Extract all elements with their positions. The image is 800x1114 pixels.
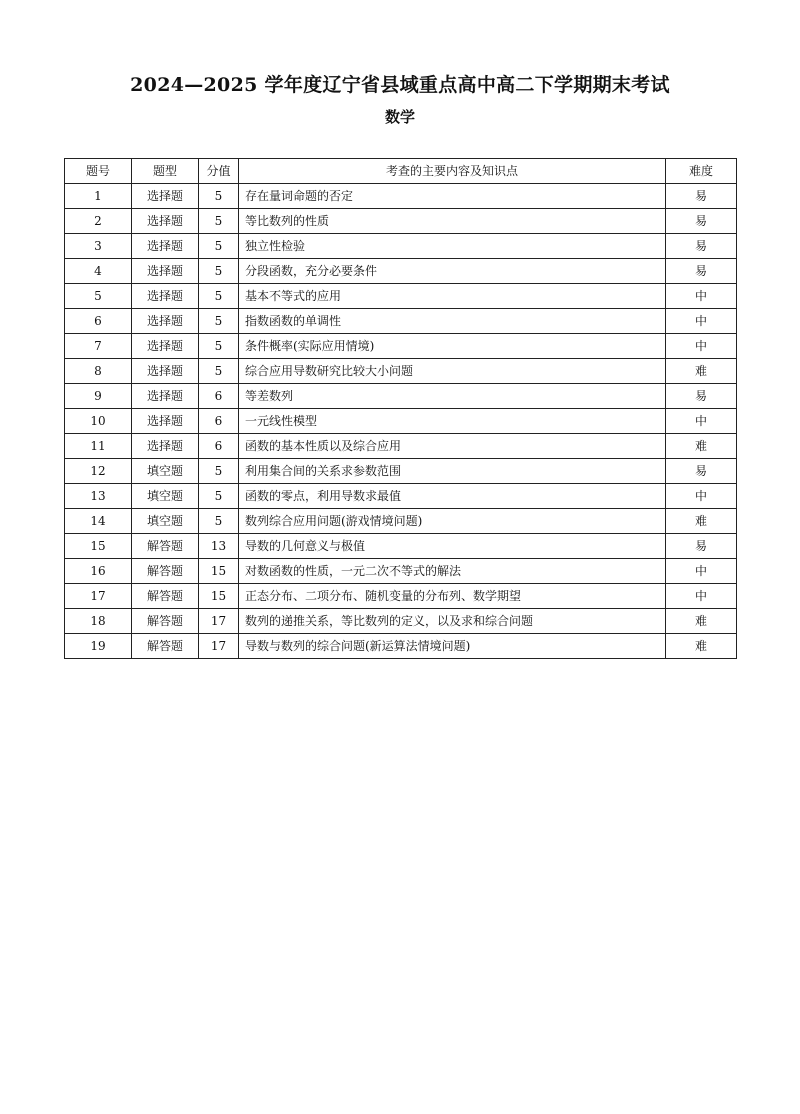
table-row (65, 534, 737, 559)
cell-type: 解答题 (132, 634, 199, 659)
cell-difficulty: 易 (666, 184, 737, 209)
cell-number: 5 (65, 284, 132, 309)
cell-type: 选择题 (132, 209, 199, 234)
table-row (65, 409, 737, 434)
cell-difficulty: 中 (666, 559, 737, 584)
cell-number: 17 (65, 584, 132, 609)
cell-type: 选择题 (132, 284, 199, 309)
cell-score: 5 (199, 509, 239, 534)
cell-score: 15 (199, 559, 239, 584)
cell-type: 填空题 (132, 484, 199, 509)
cell-content: 函数的零点，利用导数求最值 (239, 484, 666, 509)
cell-content: 综合应用导数研究比较大小问题 (239, 359, 666, 384)
header-content: 考查的主要内容及知识点 (239, 159, 666, 184)
cell-difficulty: 难 (666, 434, 737, 459)
cell-content: 基本不等式的应用 (239, 284, 666, 309)
cell-number: 18 (65, 609, 132, 634)
cell-content: 一元线性模型 (239, 409, 666, 434)
cell-difficulty: 中 (666, 484, 737, 509)
cell-number: 12 (65, 459, 132, 484)
cell-content: 对数函数的性质，一元二次不等式的解法 (239, 559, 666, 584)
cell-number: 6 (65, 309, 132, 334)
cell-score: 17 (199, 634, 239, 659)
cell-content: 利用集合间的关系求参数范围 (239, 459, 666, 484)
cell-difficulty: 易 (666, 534, 737, 559)
cell-difficulty: 中 (666, 409, 737, 434)
cell-score: 5 (199, 334, 239, 359)
cell-difficulty: 难 (666, 509, 737, 534)
cell-content: 函数的基本性质以及综合应用 (239, 434, 666, 459)
cell-number: 10 (65, 409, 132, 434)
header-score: 分值 (199, 159, 239, 184)
table-row (65, 184, 737, 209)
cell-content: 分段函数，充分必要条件 (239, 259, 666, 284)
cell-number: 15 (65, 534, 132, 559)
table-row (65, 284, 737, 309)
cell-type: 解答题 (132, 534, 199, 559)
cell-score: 13 (199, 534, 239, 559)
cell-number: 2 (65, 209, 132, 234)
cell-score: 17 (199, 609, 239, 634)
table-row (65, 584, 737, 609)
table-row (65, 609, 737, 634)
cell-difficulty: 难 (666, 609, 737, 634)
cell-number: 19 (65, 634, 132, 659)
cell-score: 5 (199, 359, 239, 384)
cell-difficulty: 难 (666, 634, 737, 659)
table-row (65, 209, 737, 234)
table-row (65, 634, 737, 659)
cell-content: 指数函数的单调性 (239, 309, 666, 334)
table-row (65, 559, 737, 584)
cell-content: 存在量词命题的否定 (239, 184, 666, 209)
cell-number: 1 (65, 184, 132, 209)
cell-difficulty: 难 (666, 359, 737, 384)
cell-score: 15 (199, 584, 239, 609)
cell-number: 16 (65, 559, 132, 584)
cell-score: 5 (199, 484, 239, 509)
cell-type: 解答题 (132, 584, 199, 609)
table-body (65, 184, 737, 659)
cell-difficulty: 中 (666, 284, 737, 309)
cell-content: 独立性检验 (239, 234, 666, 259)
table-header-row (65, 159, 737, 184)
cell-difficulty: 中 (666, 584, 737, 609)
cell-type: 选择题 (132, 234, 199, 259)
cell-score: 5 (199, 234, 239, 259)
cell-score: 5 (199, 459, 239, 484)
cell-content: 导数的几何意义与极值 (239, 534, 666, 559)
cell-difficulty: 中 (666, 309, 737, 334)
cell-content: 等比数列的性质 (239, 209, 666, 234)
cell-type: 选择题 (132, 334, 199, 359)
cell-number: 14 (65, 509, 132, 534)
cell-number: 9 (65, 384, 132, 409)
cell-difficulty: 易 (666, 259, 737, 284)
table-row (65, 234, 737, 259)
table-row (65, 509, 737, 534)
cell-number: 3 (65, 234, 132, 259)
cell-number: 7 (65, 334, 132, 359)
cell-type: 选择题 (132, 434, 199, 459)
document-title: 2024—2025 学年度辽宁省县域重点高中高二下学期期末考试 (130, 74, 670, 96)
cell-content: 数列综合应用问题(游戏情境问题) (239, 509, 666, 534)
cell-score: 6 (199, 384, 239, 409)
cell-type: 选择题 (132, 384, 199, 409)
cell-content: 数列的递推关系，等比数列的定义，以及求和综合问题 (239, 609, 666, 634)
document-subject: 数学 (384, 108, 415, 126)
cell-score: 5 (199, 184, 239, 209)
cell-difficulty: 易 (666, 384, 737, 409)
cell-type: 填空题 (132, 459, 199, 484)
table-row (65, 359, 737, 384)
cell-score: 6 (199, 409, 239, 434)
header-type: 题型 (132, 159, 199, 184)
cell-number: 13 (65, 484, 132, 509)
cell-content: 正态分布、二项分布、随机变量的分布列、数学期望 (239, 584, 666, 609)
cell-number: 8 (65, 359, 132, 384)
exam-analysis-table (64, 158, 737, 659)
cell-score: 6 (199, 434, 239, 459)
table-row (65, 434, 737, 459)
cell-content: 导数与数列的综合问题(新运算法情境问题) (239, 634, 666, 659)
table-row (65, 309, 737, 334)
cell-difficulty: 易 (666, 209, 737, 234)
cell-difficulty: 易 (666, 234, 737, 259)
table-row (65, 459, 737, 484)
cell-difficulty: 易 (666, 459, 737, 484)
cell-type: 解答题 (132, 609, 199, 634)
cell-content: 条件概率(实际应用情境) (239, 334, 666, 359)
cell-content: 等差数列 (239, 384, 666, 409)
cell-type: 选择题 (132, 409, 199, 434)
cell-type: 选择题 (132, 309, 199, 334)
cell-number: 11 (65, 434, 132, 459)
table-row (65, 484, 737, 509)
cell-type: 选择题 (132, 184, 199, 209)
table-row (65, 384, 737, 409)
cell-score: 5 (199, 309, 239, 334)
cell-type: 解答题 (132, 559, 199, 584)
cell-score: 5 (199, 259, 239, 284)
header-number: 题号 (65, 159, 132, 184)
cell-type: 选择题 (132, 359, 199, 384)
cell-score: 5 (199, 284, 239, 309)
table-row (65, 259, 737, 284)
table-row (65, 334, 737, 359)
cell-type: 选择题 (132, 259, 199, 284)
header-difficulty: 难度 (666, 159, 737, 184)
cell-type: 填空题 (132, 509, 199, 534)
cell-number: 4 (65, 259, 132, 284)
cell-difficulty: 中 (666, 334, 737, 359)
cell-score: 5 (199, 209, 239, 234)
